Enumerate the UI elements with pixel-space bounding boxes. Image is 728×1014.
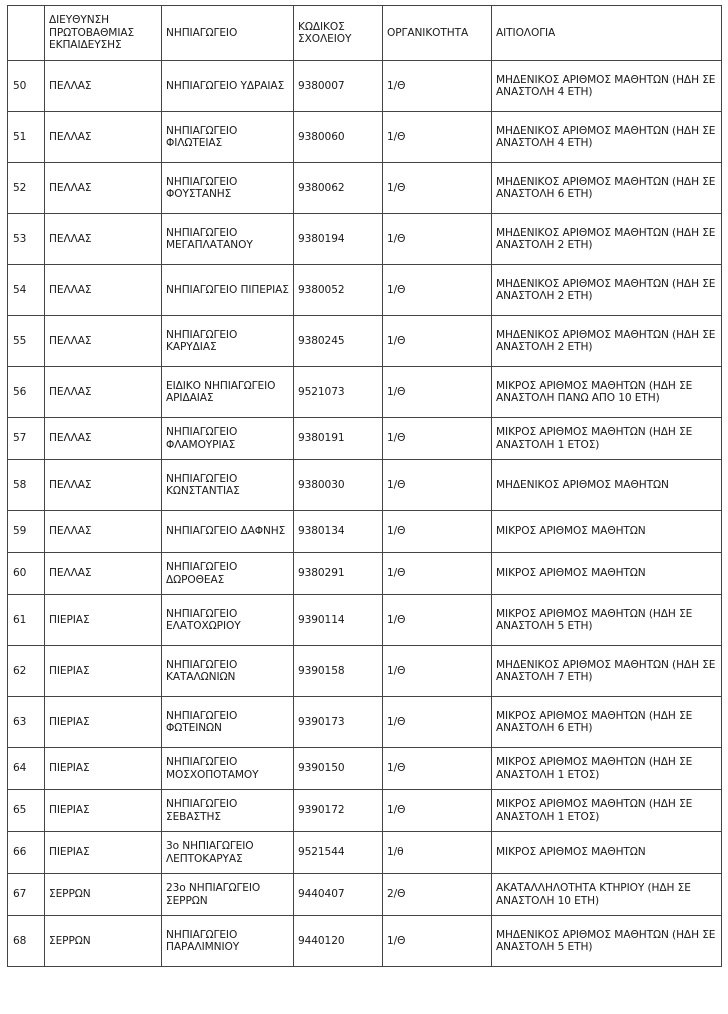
justification-cell: ΜΙΚΡΟΣ ΑΡΙΘΜΟΣ ΜΑΘΗΤΩΝ	[492, 511, 722, 553]
school-code-cell: 9390172	[294, 790, 383, 832]
organic-capacity-cell: 1/Θ	[383, 265, 492, 316]
organic-capacity-cell: 1/Θ	[383, 112, 492, 163]
organic-capacity-cell: 2/Θ	[383, 874, 492, 916]
row-number: 67	[8, 874, 45, 916]
row-number: 58	[8, 460, 45, 511]
row-number: 59	[8, 511, 45, 553]
organic-capacity-cell: 1/Θ	[383, 316, 492, 367]
kindergarten-cell: ΝΗΠΙΑΓΩΓΕΙΟ ΥΔΡΑΙΑΣ	[162, 61, 294, 112]
kindergarten-cell: ΝΗΠΙΑΓΩΓΕΙΟ ΦΩΤΕΙΝΩΝ	[162, 697, 294, 748]
kindergarten-cell: ΝΗΠΙΑΓΩΓΕΙΟ ΦΙΛΩΤΕΙΑΣ	[162, 112, 294, 163]
table-row	[8, 832, 722, 874]
kindergarten-cell: ΝΗΠΙΑΓΩΓΕΙΟ ΜΕΓΑΠΛΑΤΑΝΟΥ	[162, 214, 294, 265]
directorate-cell: ΠΙΕΡΙΑΣ	[45, 790, 162, 832]
directorate-cell: ΠΕΛΛΑΣ	[45, 418, 162, 460]
kindergarten-cell: ΝΗΠΙΑΓΩΓΕΙΟ ΠΙΠΕΡΙΑΣ	[162, 265, 294, 316]
directorate-cell: ΠΕΛΛΑΣ	[45, 460, 162, 511]
directorate-cell: ΠΕΛΛΑΣ	[45, 511, 162, 553]
organic-capacity-cell: 1/Θ	[383, 511, 492, 553]
directorate-cell: ΠΙΕΡΙΑΣ	[45, 646, 162, 697]
school-code-cell: 9380134	[294, 511, 383, 553]
row-number: 50	[8, 61, 45, 112]
table-row	[8, 265, 722, 316]
organic-capacity-cell: 1/Θ	[383, 916, 492, 967]
kindergarten-cell: ΝΗΠΙΑΓΩΓΕΙΟ ΚΑΤΑΛΩΝΙΩΝ	[162, 646, 294, 697]
school-code-cell: 9380007	[294, 61, 383, 112]
directorate-cell: ΠΙΕΡΙΑΣ	[45, 595, 162, 646]
row-number: 62	[8, 646, 45, 697]
kindergarten-cell: ΝΗΠΙΑΓΩΓΕΙΟ ΠΑΡΑΛΙΜΝΙΟΥ	[162, 916, 294, 967]
kindergarten-cell: ΝΗΠΙΑΓΩΓΕΙΟ ΔΑΦΝΗΣ	[162, 511, 294, 553]
justification-cell: ΜΙΚΡΟΣ ΑΡΙΘΜΟΣ ΜΑΘΗΤΩΝ	[492, 553, 722, 595]
justification-cell: ΜΙΚΡΟΣ ΑΡΙΘΜΟΣ ΜΑΘΗΤΩΝ (ΗΔΗ ΣΕ ΑΝΑΣΤΟΛΗ 1 ΕΤΟΣ)	[492, 748, 722, 790]
row-number: 66	[8, 832, 45, 874]
table-row	[8, 61, 722, 112]
table-body	[8, 61, 722, 967]
justification-cell: ΜΗΔΕΝΙΚΟΣ ΑΡΙΘΜΟΣ ΜΑΘΗΤΩΝ (ΗΔΗ ΣΕ ΑΝΑΣΤΟΛΗ 2 ΕΤΗ)	[492, 316, 722, 367]
organic-capacity-cell: 1/Θ	[383, 790, 492, 832]
school-code-cell: 9380245	[294, 316, 383, 367]
justification-cell: ΜΙΚΡΟΣ ΑΡΙΘΜΟΣ ΜΑΘΗΤΩΝ (ΗΔΗ ΣΕ ΑΝΑΣΤΟΛΗ 1 ΕΤΟΣ)	[492, 790, 722, 832]
header-row	[8, 6, 722, 61]
header-directorate: ΔΙΕΥΘΥΝΣΗ ΠΡΩΤΟΒΑΘΜΙΑΣ ΕΚΠΑΙΔΕΥΣΗΣ	[45, 6, 162, 61]
organic-capacity-cell: 1/Θ	[383, 214, 492, 265]
directorate-cell: ΠΕΛΛΑΣ	[45, 163, 162, 214]
table-row	[8, 316, 722, 367]
school-code-cell: 9390114	[294, 595, 383, 646]
kindergarten-cell: ΝΗΠΙΑΓΩΓΕΙΟ ΚΑΡΥΔΙΑΣ	[162, 316, 294, 367]
school-code-cell: 9440407	[294, 874, 383, 916]
directorate-cell: ΣΕΡΡΩΝ	[45, 874, 162, 916]
directorate-cell: ΠΙΕΡΙΑΣ	[45, 697, 162, 748]
header-school-code: ΚΩΔΙΚΟΣ ΣΧΟΛΕΙΟΥ	[294, 6, 383, 61]
justification-cell: ΜΗΔΕΝΙΚΟΣ ΑΡΙΘΜΟΣ ΜΑΘΗΤΩΝ (ΗΔΗ ΣΕ ΑΝΑΣΤΟΛΗ 6 ΕΤΗ)	[492, 163, 722, 214]
directorate-cell: ΠΕΛΛΑΣ	[45, 553, 162, 595]
school-code-cell: 9390150	[294, 748, 383, 790]
header-kindergarten: ΝΗΠΙΑΓΩΓΕΙΟ	[162, 6, 294, 61]
organic-capacity-cell: 1/θ	[383, 832, 492, 874]
school-code-cell: 9380052	[294, 265, 383, 316]
justification-cell: ΜΗΔΕΝΙΚΟΣ ΑΡΙΘΜΟΣ ΜΑΘΗΤΩΝ (ΗΔΗ ΣΕ ΑΝΑΣΤΟΛΗ 2 ΕΤΗ)	[492, 265, 722, 316]
kindergarten-cell: ΝΗΠΙΑΓΩΓΕΙΟ ΚΩΝΣΤΑΝΤΙΑΣ	[162, 460, 294, 511]
header-justification: ΑΙΤΙΟΛΟΓΙΑ	[492, 6, 722, 61]
justification-cell: ΜΙΚΡΟΣ ΑΡΙΘΜΟΣ ΜΑΘΗΤΩΝ (ΗΔΗ ΣΕ ΑΝΑΣΤΟΛΗ 5 ΕΤΗ)	[492, 595, 722, 646]
school-code-cell: 9521073	[294, 367, 383, 418]
table-row	[8, 790, 722, 832]
school-code-cell: 9380062	[294, 163, 383, 214]
justification-cell: ΑΚΑΤΑΛΛΗΛΟΤΗΤΑ ΚΤΗΡΙΟΥ (ΗΔΗ ΣΕ ΑΝΑΣΤΟΛΗ 10 ΕΤΗ)	[492, 874, 722, 916]
table-row	[8, 874, 722, 916]
kindergarten-cell: ΝΗΠΙΑΓΩΓΕΙΟ ΜΟΣΧΟΠΟΤΑΜΟΥ	[162, 748, 294, 790]
school-code-cell: 9390158	[294, 646, 383, 697]
row-number: 52	[8, 163, 45, 214]
table-row	[8, 163, 722, 214]
row-number: 53	[8, 214, 45, 265]
table-row	[8, 697, 722, 748]
directorate-cell: ΠΙΕΡΙΑΣ	[45, 832, 162, 874]
table-row	[8, 214, 722, 265]
row-number: 55	[8, 316, 45, 367]
kindergarten-cell: ΝΗΠΙΑΓΩΓΕΙΟ ΦΛΑΜΟΥΡΙΑΣ	[162, 418, 294, 460]
organic-capacity-cell: 1/Θ	[383, 595, 492, 646]
table-row	[8, 418, 722, 460]
row-number: 61	[8, 595, 45, 646]
table-row	[8, 460, 722, 511]
organic-capacity-cell: 1/Θ	[383, 748, 492, 790]
justification-cell: ΜΗΔΕΝΙΚΟΣ ΑΡΙΘΜΟΣ ΜΑΘΗΤΩΝ (ΗΔΗ ΣΕ ΑΝΑΣΤΟΛΗ 4 ΕΤΗ)	[492, 61, 722, 112]
organic-capacity-cell: 1/Θ	[383, 697, 492, 748]
school-code-cell: 9521544	[294, 832, 383, 874]
directorate-cell: ΠΕΛΛΑΣ	[45, 316, 162, 367]
justification-cell: ΜΗΔΕΝΙΚΟΣ ΑΡΙΘΜΟΣ ΜΑΘΗΤΩΝ (ΗΔΗ ΣΕ ΑΝΑΣΤΟΛΗ 5 ΕΤΗ)	[492, 916, 722, 967]
directorate-cell: ΠΕΛΛΑΣ	[45, 265, 162, 316]
row-number: 65	[8, 790, 45, 832]
organic-capacity-cell: 1/Θ	[383, 367, 492, 418]
justification-cell: ΜΗΔΕΝΙΚΟΣ ΑΡΙΘΜΟΣ ΜΑΘΗΤΩΝ (ΗΔΗ ΣΕ ΑΝΑΣΤΟΛΗ 4 ΕΤΗ)	[492, 112, 722, 163]
justification-cell: ΜΙΚΡΟΣ ΑΡΙΘΜΟΣ ΜΑΘΗΤΩΝ (ΗΔΗ ΣΕ ΑΝΑΣΤΟΛΗ 6 ΕΤΗ)	[492, 697, 722, 748]
justification-cell: ΜΙΚΡΟΣ ΑΡΙΘΜΟΣ ΜΑΘΗΤΩΝ (ΗΔΗ ΣΕ ΑΝΑΣΤΟΛΗ ΠΑΝΩ ΑΠΟ 10 ΕΤΗ)	[492, 367, 722, 418]
row-number: 57	[8, 418, 45, 460]
kindergarten-cell: ΝΗΠΙΑΓΩΓΕΙΟ ΕΛΑΤΟΧΩΡΙΟΥ	[162, 595, 294, 646]
justification-cell: ΜΙΚΡΟΣ ΑΡΙΘΜΟΣ ΜΑΘΗΤΩΝ (ΗΔΗ ΣΕ ΑΝΑΣΤΟΛΗ 1 ΕΤΟΣ)	[492, 418, 722, 460]
row-number: 63	[8, 697, 45, 748]
school-code-cell: 9380194	[294, 214, 383, 265]
justification-cell: ΜΗΔΕΝΙΚΟΣ ΑΡΙΘΜΟΣ ΜΑΘΗΤΩΝ (ΗΔΗ ΣΕ ΑΝΑΣΤΟΛΗ 7 ΕΤΗ)	[492, 646, 722, 697]
school-code-cell: 9390173	[294, 697, 383, 748]
organic-capacity-cell: 1/Θ	[383, 646, 492, 697]
kindergarten-cell: 3ο ΝΗΠΙΑΓΩΓΕΙΟ ΛΕΠΤΟΚΑΡΥΑΣ	[162, 832, 294, 874]
organic-capacity-cell: 1/Θ	[383, 61, 492, 112]
row-number: 68	[8, 916, 45, 967]
table-row	[8, 646, 722, 697]
school-code-cell: 9380291	[294, 553, 383, 595]
kindergartens-table	[7, 5, 722, 967]
school-code-cell: 9380191	[294, 418, 383, 460]
row-number: 60	[8, 553, 45, 595]
kindergarten-cell: ΝΗΠΙΑΓΩΓΕΙΟ ΣΕΒΑΣΤΗΣ	[162, 790, 294, 832]
header-number	[8, 6, 45, 61]
organic-capacity-cell: 1/Θ	[383, 460, 492, 511]
directorate-cell: ΠΕΛΛΑΣ	[45, 367, 162, 418]
table-row	[8, 748, 722, 790]
organic-capacity-cell: 1/Θ	[383, 163, 492, 214]
table-row	[8, 553, 722, 595]
directorate-cell: ΠΕΛΛΑΣ	[45, 61, 162, 112]
row-number: 64	[8, 748, 45, 790]
justification-cell: ΜΗΔΕΝΙΚΟΣ ΑΡΙΘΜΟΣ ΜΑΘΗΤΩΝ	[492, 460, 722, 511]
table-row	[8, 916, 722, 967]
school-code-cell: 9380060	[294, 112, 383, 163]
kindergarten-cell: 23ο ΝΗΠΙΑΓΩΓΕΙΟ ΣΕΡΡΩΝ	[162, 874, 294, 916]
table-row	[8, 595, 722, 646]
kindergarten-cell: ΝΗΠΙΑΓΩΓΕΙΟ ΔΩΡΟΘΕΑΣ	[162, 553, 294, 595]
row-number: 51	[8, 112, 45, 163]
header-organic-capacity: ΟΡΓΑΝΙΚΟΤΗΤΑ	[383, 6, 492, 61]
organic-capacity-cell: 1/Θ	[383, 553, 492, 595]
row-number: 56	[8, 367, 45, 418]
directorate-cell: ΠΕΛΛΑΣ	[45, 214, 162, 265]
school-code-cell: 9380030	[294, 460, 383, 511]
kindergarten-cell: ΕΙΔΙΚΟ ΝΗΠΙΑΓΩΓΕΙΟ ΑΡΙΔΑΙΑΣ	[162, 367, 294, 418]
table-row	[8, 112, 722, 163]
row-number: 54	[8, 265, 45, 316]
directorate-cell: ΣΕΡΡΩΝ	[45, 916, 162, 967]
table-row	[8, 367, 722, 418]
organic-capacity-cell: 1/Θ	[383, 418, 492, 460]
directorate-cell: ΠΕΛΛΑΣ	[45, 112, 162, 163]
table-row	[8, 511, 722, 553]
kindergarten-cell: ΝΗΠΙΑΓΩΓΕΙΟ ΦΟΥΣΤΑΝΗΣ	[162, 163, 294, 214]
school-code-cell: 9440120	[294, 916, 383, 967]
justification-cell: ΜΗΔΕΝΙΚΟΣ ΑΡΙΘΜΟΣ ΜΑΘΗΤΩΝ (ΗΔΗ ΣΕ ΑΝΑΣΤΟΛΗ 2 ΕΤΗ)	[492, 214, 722, 265]
directorate-cell: ΠΙΕΡΙΑΣ	[45, 748, 162, 790]
justification-cell: ΜΙΚΡΟΣ ΑΡΙΘΜΟΣ ΜΑΘΗΤΩΝ	[492, 832, 722, 874]
